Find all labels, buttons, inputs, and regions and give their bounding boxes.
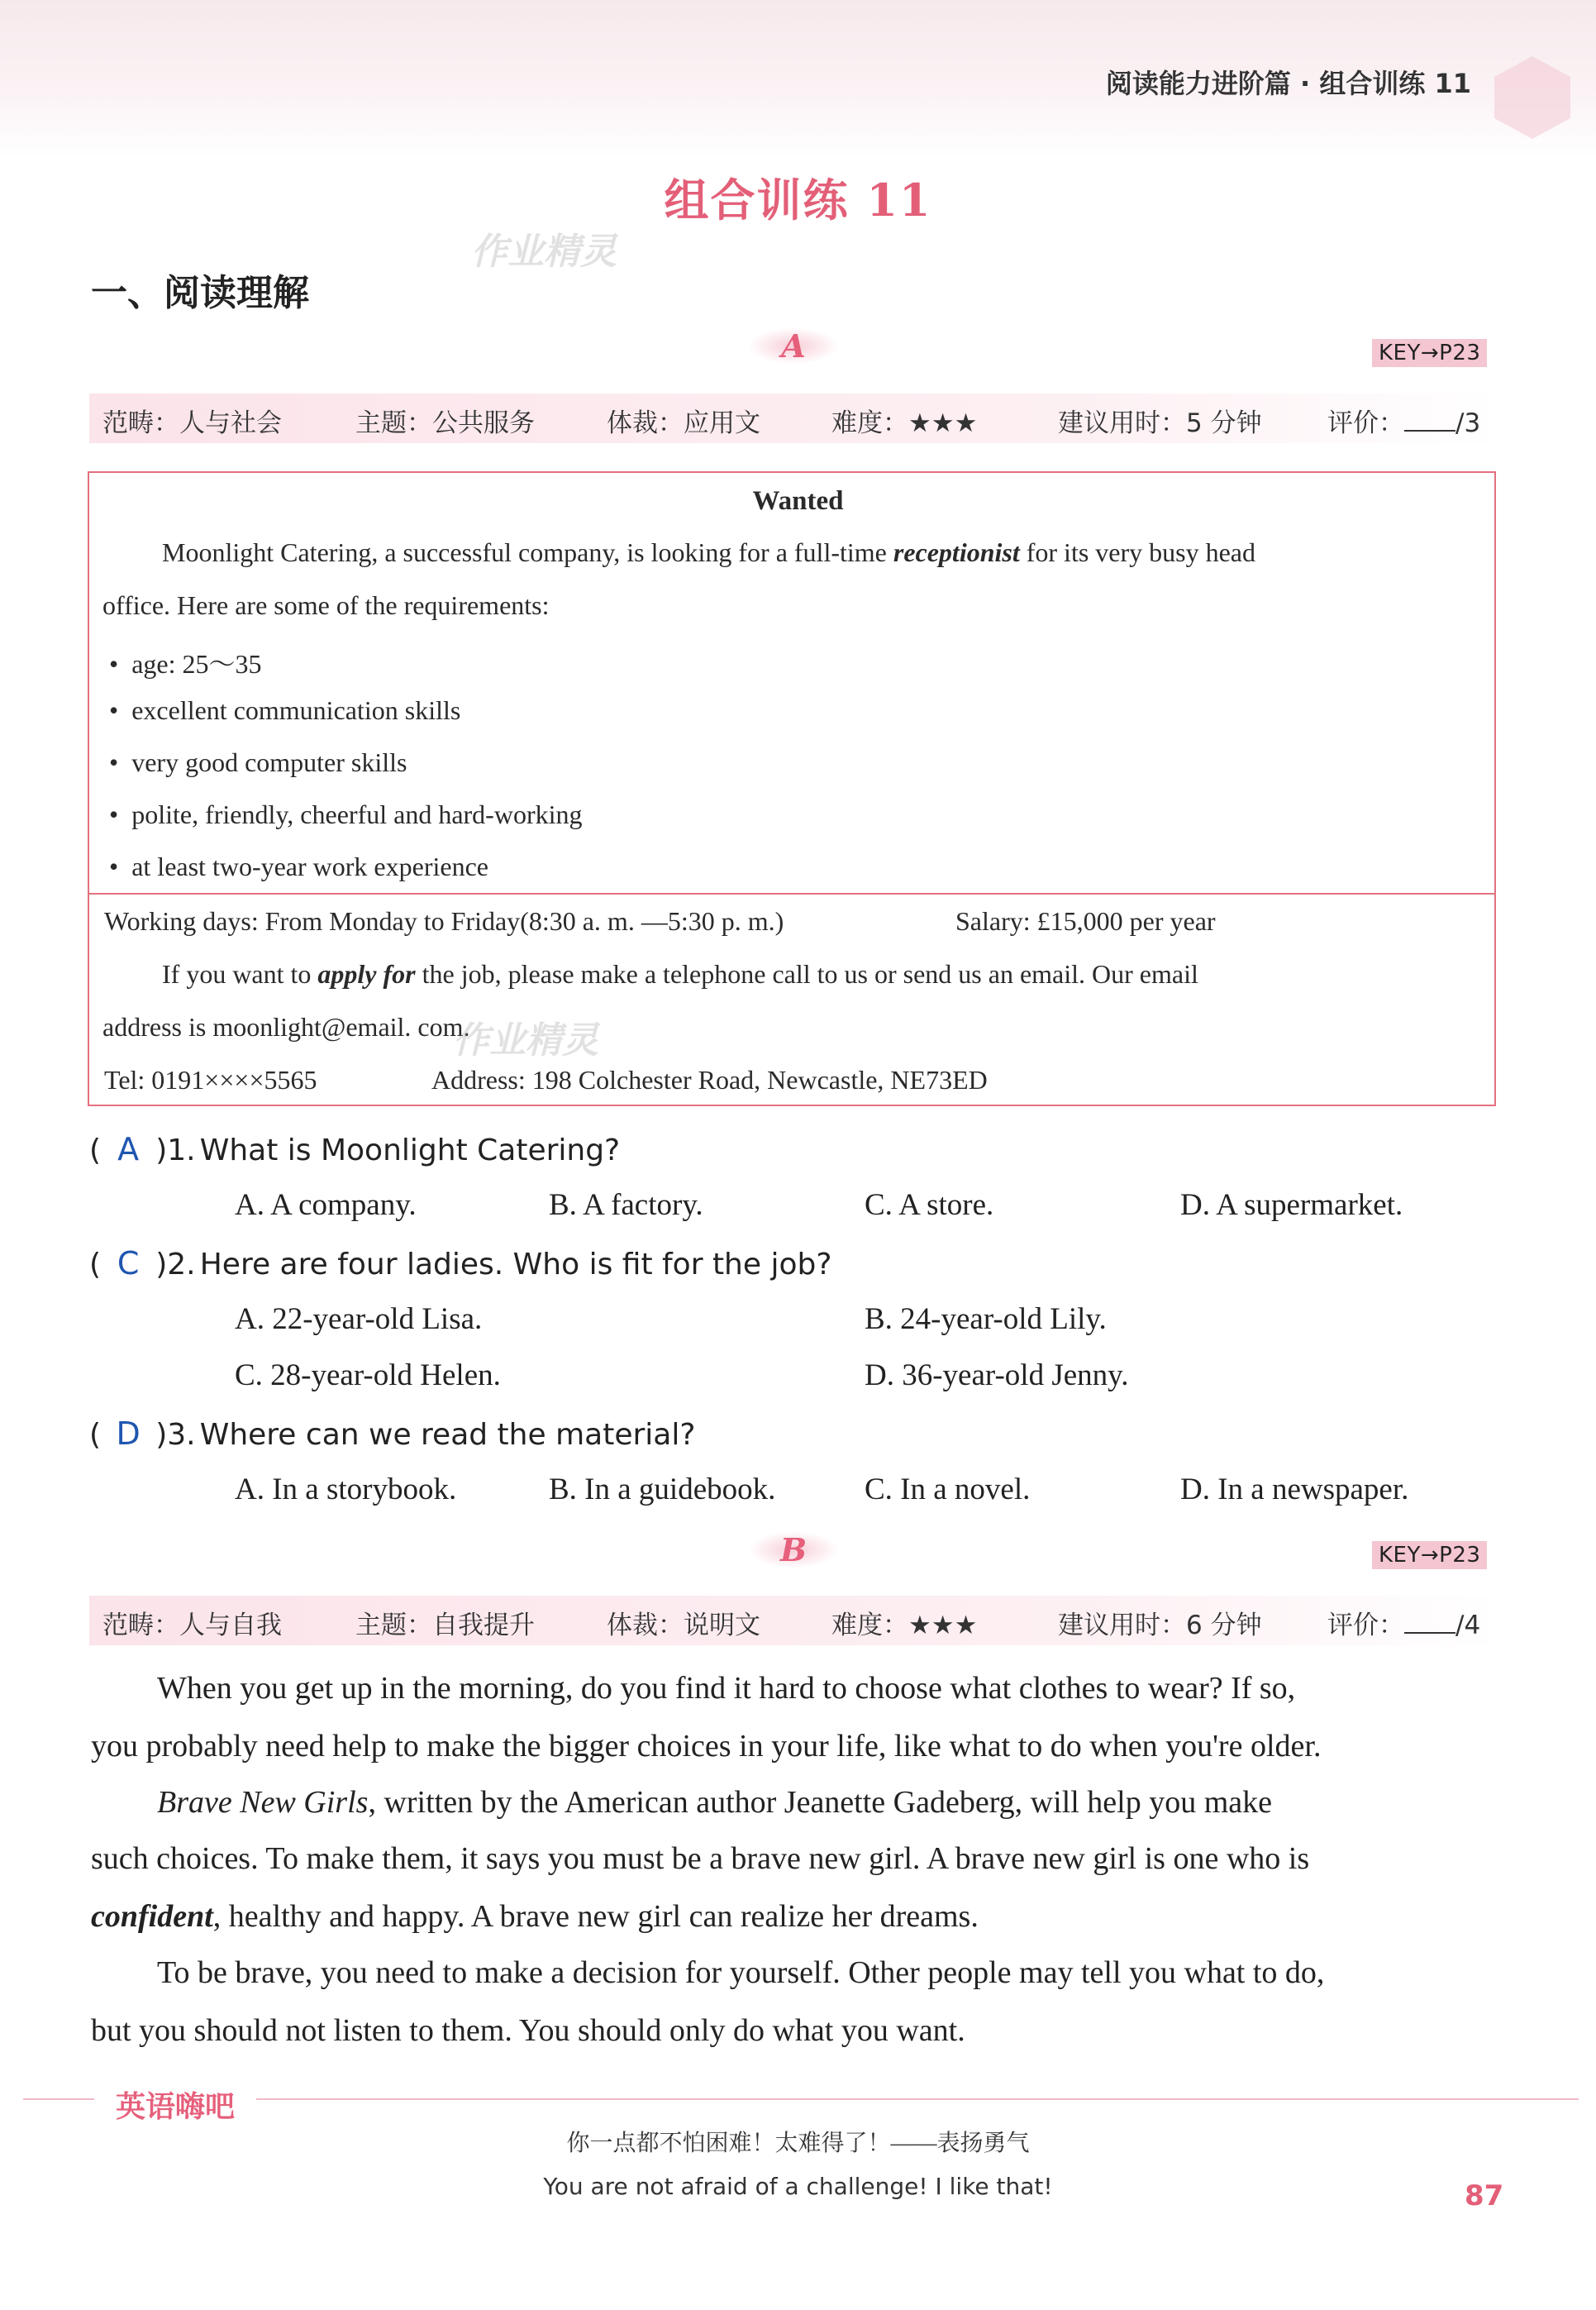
passage-b-line: When you get up in the morning, do you find it hard to choose what clothes to wear? If so,: [157, 1671, 1296, 1706]
running-header-title: 阅读能力进阶篇 · 组合训练 11: [1105, 68, 1471, 99]
requirement-item: [109, 695, 460, 726]
footer-rule-left: [23, 2098, 94, 2100]
ad-intro-1a: Moonlight Catering, a successful company, is looking for a full-time: [162, 537, 887, 567]
option-d[interactable]: D. 36-year-old Jenny.: [865, 1358, 1129, 1392]
answer-blank[interactable]: A: [117, 1131, 140, 1167]
passage-a-key-tag[interactable]: KEY→P23: [1372, 339, 1487, 367]
passage-a-letter: A: [748, 327, 839, 365]
ad-working-days: Working days: From Monday to Friday(8:30 a. m. —5:30 p. m.): [104, 906, 784, 936]
requirement-item: [109, 643, 262, 681]
ad-intro-keyword: receptionist: [893, 537, 1020, 567]
option-b[interactable]: B. A factory.: [549, 1188, 703, 1222]
rating-label: 评价：: [1327, 1611, 1404, 1640]
option-d[interactable]: D. In a newspaper.: [1180, 1472, 1409, 1506]
requirement-item: [109, 799, 582, 830]
option-a[interactable]: A. A company.: [235, 1188, 417, 1222]
bullet-icon: •: [109, 799, 119, 829]
option-c[interactable]: C. A store.: [865, 1188, 994, 1222]
info-theme: 主题：公共服务: [355, 408, 535, 438]
question-number: )1.: [155, 1134, 196, 1167]
info-theme: 主题：自我提升: [355, 1611, 535, 1640]
keyword-confident: confident: [91, 1899, 213, 1934]
section-heading: 一、阅读理解: [91, 272, 309, 314]
requirement-text: at least two-year work experience: [131, 852, 488, 881]
ad-contact-line-2: address is moonlight@email. com.: [102, 1012, 470, 1042]
info-rating: [1327, 1604, 1480, 1641]
footer-rule: [256, 2098, 1579, 2100]
requirement-text: polite, friendly, cheerful and hard-working: [131, 799, 583, 829]
info-scope: 范畴：人与自我: [102, 1611, 282, 1640]
watermark-logo: 作业精灵: [453, 1019, 598, 1062]
ad-salary: Salary: £15,000 per year: [955, 906, 1216, 936]
passage-b-line: [157, 1784, 1272, 1821]
passage-b-letter: B: [748, 1531, 839, 1568]
passage-a-info-bar: [89, 394, 1503, 443]
requirement-text: age: 25～35: [131, 649, 262, 679]
info-scope: 范畴：人与社会: [102, 408, 282, 438]
info-time: 建议用时：5 分钟: [1058, 408, 1262, 438]
bullet-icon: •: [109, 649, 119, 679]
ad-contact-keyword: apply for: [317, 959, 416, 989]
question-2: [89, 1245, 831, 1281]
ad-divider: [89, 893, 1494, 895]
footer-quote-cn: 你一点都不怕困难！太难得了！——表扬勇气: [566, 2131, 1030, 2156]
option-b[interactable]: B. 24-year-old Lily.: [865, 1302, 1107, 1336]
question-3: [89, 1415, 695, 1452]
info-genre: 体裁：应用文: [607, 408, 760, 438]
lesson-title: 组合训练 11: [664, 174, 932, 227]
option-a[interactable]: A. 22-year-old Lisa.: [235, 1302, 483, 1336]
info-genre: 体裁：说明文: [607, 1611, 760, 1640]
book-title: Brave New Girls: [157, 1785, 369, 1820]
passage-b-line: you probably need help to make the bigger choices in your life, like what to do when you're older.: [91, 1729, 1322, 1764]
question-text: What is Moonlight Catering?: [199, 1134, 621, 1167]
ad-contact-1a: If you want to: [162, 959, 312, 989]
question-number: )3.: [155, 1418, 196, 1452]
option-a[interactable]: A. In a storybook.: [235, 1472, 457, 1506]
question-text: Here are four ladies. Who is fit for the job?: [199, 1248, 832, 1281]
info-time: 建议用时：6 分钟: [1058, 1611, 1262, 1640]
passage-b-text: , written by the American author Jeanette Gadeberg, will help you make: [368, 1785, 1272, 1820]
answer-paren-open: (: [89, 1134, 102, 1167]
ad-intro-line-1: [162, 537, 1255, 568]
option-c[interactable]: C. In a novel.: [865, 1472, 1031, 1506]
bullet-icon: •: [109, 747, 119, 777]
ad-tel: Tel: 0191××××5565: [104, 1065, 317, 1095]
ad-intro-1c: for its very busy head: [1026, 537, 1255, 567]
rating-blank[interactable]: [1404, 408, 1455, 432]
info-difficulty: 难度：★★★: [831, 1611, 978, 1640]
rating-total: /4: [1455, 1611, 1481, 1640]
question-number: )2.: [155, 1248, 196, 1281]
info-difficulty: 难度：★★★: [831, 408, 978, 438]
ad-address: Address: 198 Colchester Road, Newcastle, NE73ED: [431, 1065, 988, 1095]
question-1: [89, 1131, 620, 1167]
answer-paren-open: (: [89, 1248, 102, 1281]
requirement-item: [109, 852, 488, 882]
bullet-icon: •: [109, 852, 119, 881]
rating-blank[interactable]: [1404, 1611, 1455, 1634]
passage-b-line: such choices. To make them, it says you must be a brave new girl. A brave new girl is one who is: [91, 1841, 1310, 1876]
footer-quote-en: You are not afraid of a challenge! I like that!: [543, 2173, 1053, 2200]
passage-b-line: To be brave, you need to make a decision for yourself. Other people may tell you what to do,: [157, 1955, 1325, 1990]
answer-paren-open: (: [89, 1418, 102, 1452]
requirement-item: [109, 747, 407, 778]
passage-b-line: but you should not listen to them. You should only do what you want.: [91, 2013, 965, 2048]
answer-blank[interactable]: C: [117, 1245, 140, 1281]
requirement-text: very good computer skills: [131, 747, 407, 777]
ad-contact-line-1: [162, 959, 1198, 990]
option-b[interactable]: B. In a guidebook.: [549, 1472, 776, 1506]
passage-b-text: , healthy and happy. A brave new girl can realize her dreams.: [212, 1899, 979, 1934]
ad-contact-1c: the job, please make a telephone call to us or send us an email. Our email: [422, 959, 1198, 989]
rating-total: /3: [1455, 408, 1481, 438]
watermark-logo: 作业精灵: [471, 231, 617, 273]
passage-b-key-tag[interactable]: KEY→P23: [1372, 1541, 1487, 1569]
question-text: Where can we read the material?: [199, 1418, 696, 1452]
option-c[interactable]: C. 28-year-old Helen.: [235, 1358, 501, 1392]
footer-brand: 英语嗨吧: [116, 2090, 236, 2124]
answer-blank[interactable]: D: [116, 1415, 141, 1452]
bullet-icon: •: [109, 695, 119, 725]
rating-label: 评价：: [1327, 408, 1404, 438]
ad-title: Wanted: [752, 486, 844, 516]
passage-b-info-bar: [89, 1596, 1503, 1645]
ad-intro-line-2: office. Here are some of the requirements:: [102, 590, 550, 620]
info-rating: [1327, 402, 1480, 439]
page-number: 87: [1465, 2179, 1504, 2212]
passage-b-line: [91, 1898, 979, 1935]
option-d[interactable]: D. A supermarket.: [1180, 1188, 1403, 1222]
requirement-text: excellent communication skills: [131, 695, 461, 725]
